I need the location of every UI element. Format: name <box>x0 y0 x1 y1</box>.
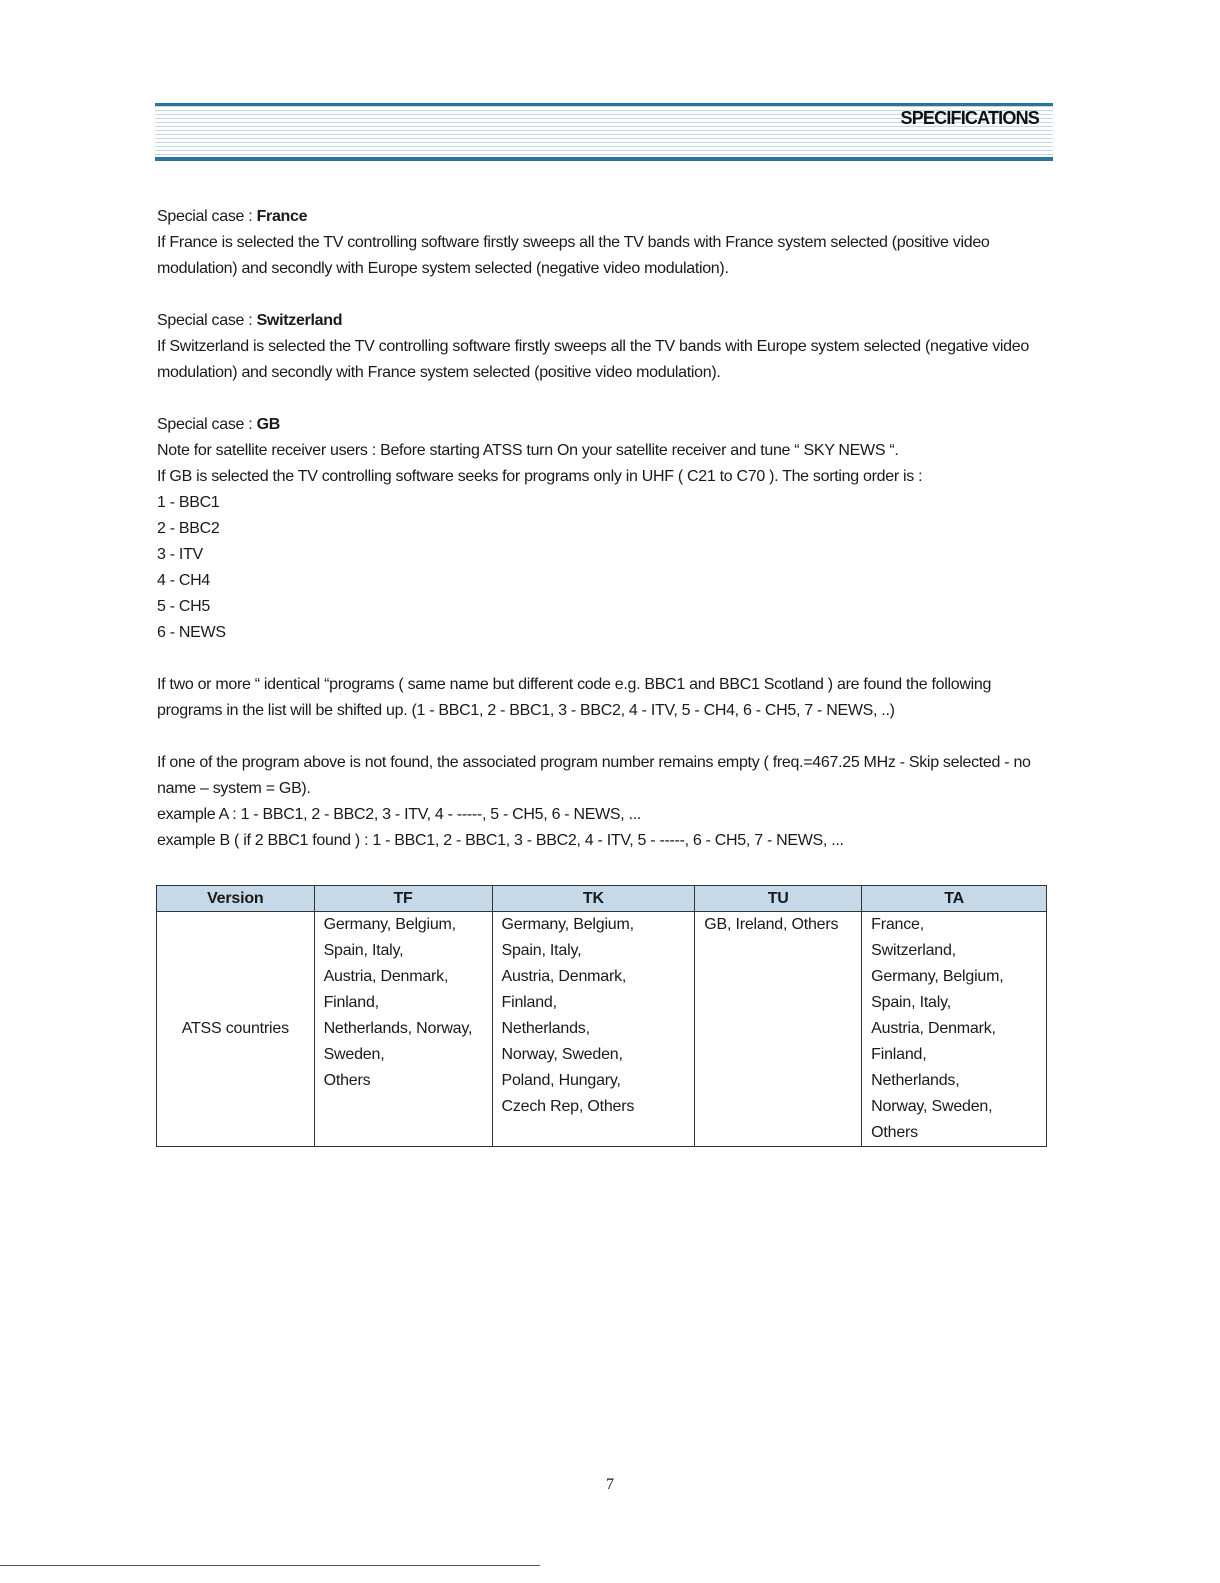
switzerland-heading-name: Switzerland <box>256 312 343 329</box>
atss-countries-table <box>156 885 1047 1147</box>
switzerland-heading-prefix: Special case : <box>157 312 257 329</box>
list-item: 2 - BBC2 <box>157 520 220 537</box>
country-line: Poland, Hungary, <box>501 1072 621 1089</box>
country-line: France, <box>871 916 924 933</box>
gb-heading-prefix: Special case : <box>157 416 257 433</box>
country-line: Finland, <box>501 994 557 1011</box>
country-line: Austria, Denmark, <box>323 968 449 985</box>
switzerland-heading <box>157 308 1053 334</box>
identical-programs-paragraph: If two or more “ identical “programs ( same name but different code e.g. BBC1 and BBC1 Scotland ) are found the following programs in the list will be shifted up. (1 - BBC1, 2 - BBC1, 3 - BBC2, 4 - ITV, 5 - CH4, 6 - CH5, 7 - NEWS, ..) <box>157 676 992 719</box>
column-header-version: Version <box>157 886 315 912</box>
country-line: GB, Ireland, Others <box>704 916 839 933</box>
page-number: 7 <box>606 1476 614 1493</box>
country-line: Austria, Denmark, <box>501 968 627 985</box>
country-line: Others <box>871 1124 918 1141</box>
column-header-tk: TK <box>492 886 695 912</box>
country-line: Netherlands, <box>501 1020 590 1037</box>
country-line: Switzerland, <box>871 942 956 959</box>
country-line: Finland, <box>871 1046 927 1063</box>
country-line: Germany, Belgium, <box>871 968 1004 985</box>
cell-ta-countries <box>862 912 1047 1147</box>
list-item: 5 - CH5 <box>157 598 211 615</box>
france-heading <box>157 204 1053 230</box>
example-b: example B ( if 2 BBC1 found ) : 1 - BBC1, 2 - BBC1, 3 - BBC2, 4 - ITV, 5 - -----, 6 - CH5, 7 - NEWS, ... <box>157 832 844 849</box>
country-line: Others <box>323 1072 371 1089</box>
cell-tf-countries <box>314 912 492 1147</box>
column-header-tu: TU <box>695 886 862 912</box>
country-line: Spain, Italy, <box>501 942 582 959</box>
country-line: Netherlands, <box>871 1072 960 1089</box>
country-line: Sweden, <box>323 1046 385 1063</box>
gb-note: Note for satellite receiver users : Before starting ATSS turn On your satellite receiver and tune “ SKY NEWS “. <box>157 442 899 459</box>
country-line: Finland, <box>323 994 379 1011</box>
list-item: 6 - NEWS <box>157 624 226 641</box>
country-line: Germany, Belgium, <box>323 916 456 933</box>
gb-heading <box>157 412 1053 438</box>
france-heading-prefix: Special case : <box>157 208 257 225</box>
footer-rule <box>0 1565 540 1566</box>
page-title: SPECIFICATIONS <box>900 108 1039 128</box>
document-body <box>157 204 1053 854</box>
page-header-band <box>155 103 1053 161</box>
column-header-ta: TA <box>862 886 1047 912</box>
country-line: Netherlands, Norway, <box>323 1020 473 1037</box>
list-item: 4 - CH4 <box>157 572 211 589</box>
row-label-atss-countries: ATSS countries <box>157 912 315 1147</box>
header-top-rule <box>155 103 1053 106</box>
country-line: Spain, Italy, <box>323 942 404 959</box>
switzerland-paragraph: If Switzerland is selected the TV controlling software firstly sweeps all the TV bands with Europe system selected (negative video modulation) and secondly with France system selected (positive video modulation). <box>157 338 1029 381</box>
table-header-row <box>157 886 1047 912</box>
gb-heading-name: GB <box>256 416 280 433</box>
not-found-paragraph: If one of the program above is not found, the associated program number remains empty ( freq.=467.25 MHz - Skip selected - no name – system = GB). <box>157 754 1031 797</box>
table-row <box>157 912 1047 1147</box>
country-line: Czech Rep, Others <box>501 1098 635 1115</box>
gb-intro: If GB is selected the TV controlling software seeks for programs only in UHF ( C21 to C70 ). The sorting order is : <box>157 468 923 485</box>
country-line: Norway, Sweden, <box>501 1046 623 1063</box>
example-a: example A : 1 - BBC1, 2 - BBC2, 3 - ITV, 4 - -----, 5 - CH5, 6 - NEWS, ... <box>157 806 642 823</box>
column-header-tf: TF <box>314 886 492 912</box>
france-heading-name: France <box>256 208 308 225</box>
country-line: Norway, Sweden, <box>871 1098 993 1115</box>
country-line: Germany, Belgium, <box>501 916 634 933</box>
cell-tu-countries <box>695 912 862 1147</box>
country-line: Austria, Denmark, <box>871 1020 996 1037</box>
list-item: 1 - BBC1 <box>157 494 220 511</box>
list-item: 3 - ITV <box>157 546 203 563</box>
header-bottom-rule <box>155 157 1053 161</box>
country-line: Spain, Italy, <box>871 994 951 1011</box>
cell-tk-countries <box>492 912 695 1147</box>
france-paragraph: If France is selected the TV controlling software firstly sweeps all the TV bands with France system selected (positive video modulation) and secondly with Europe system selected (negative video modulation). <box>157 234 990 277</box>
